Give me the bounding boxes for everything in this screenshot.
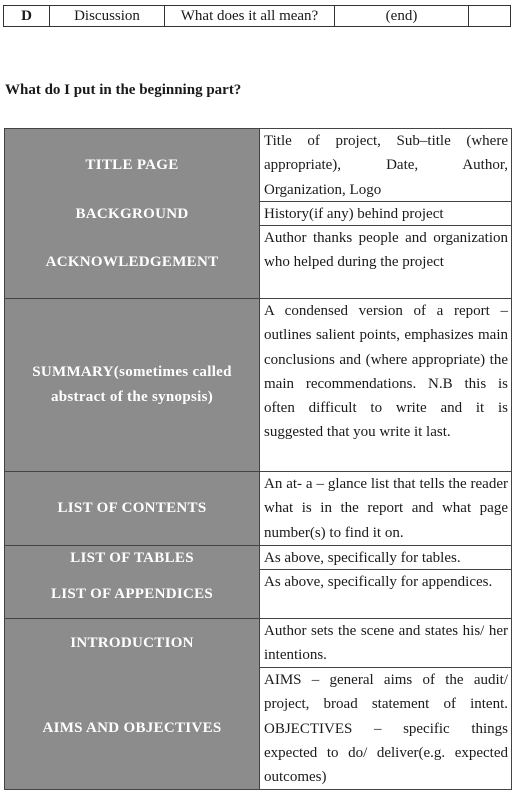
row-description: History(if any) behind project: [264, 206, 444, 222]
row-description: An at- a – glance list that tells the reader what is in the report and what page number(s) to find it on.: [264, 476, 508, 541]
section-question: What does it all mean?: [165, 6, 335, 26]
row-description: Author sets the scene and states his/ her intentions.: [264, 623, 508, 664]
row-label: AIMS AND OBJECTIVES: [5, 668, 260, 789]
row-description: A condensed version of a report – outlines salient points, emphasizes main conclusions and (where appropriate) the main recommendations. N.B this is often difficult to write and it is suggested that you write it last.: [264, 303, 508, 441]
section-heading: What do I put in the beginning part?: [5, 82, 242, 98]
row-label: SUMMARY(sometimes called abstract of the synopsis): [5, 299, 260, 471]
row-letter: D: [4, 6, 50, 26]
table-row-introduction: [5, 619, 511, 668]
table-row-background: [5, 202, 511, 226]
row-label: TITLE PAGE: [5, 129, 260, 202]
table-row-aims-and-objectives: [5, 668, 511, 789]
beginning-part-table: [4, 128, 512, 790]
table-row-title-page: [5, 129, 511, 202]
table-row-list-of-contents: [5, 472, 511, 546]
row-label: INTRODUCTION: [5, 619, 260, 668]
table-row-acknowledgement: [5, 226, 511, 299]
row-label: LIST OF APPENDICES: [5, 570, 260, 618]
section-name: Discussion: [50, 6, 165, 26]
row-description: As above, specifically for tables.: [264, 550, 461, 566]
top-table-row: [3, 5, 511, 27]
row-description: As above, specifically for appendices.: [264, 574, 493, 590]
row-description: AIMS – general aims of the audit/ project, broad statement of intent. OBJECTIVES – specific things expected to do/ deliver(e.g. expected outcomes): [264, 672, 508, 786]
empty-cell: [469, 6, 512, 26]
section-position: (end): [335, 6, 469, 26]
row-label: ACKNOWLEDGEMENT: [5, 226, 260, 298]
table-row-list-of-appendices: [5, 570, 511, 619]
row-label: BACKGROUND: [5, 202, 260, 227]
row-label: LIST OF TABLES: [5, 546, 260, 571]
row-label: LIST OF CONTENTS: [5, 472, 260, 545]
table-row-summary: [5, 299, 511, 472]
row-description: Author thanks people and organization who helped during the project: [264, 230, 508, 271]
row-description: Title of project, Sub–title (where appropriate), Date, Author, Organization, Logo: [264, 133, 508, 198]
table-row-list-of-tables: [5, 546, 511, 570]
